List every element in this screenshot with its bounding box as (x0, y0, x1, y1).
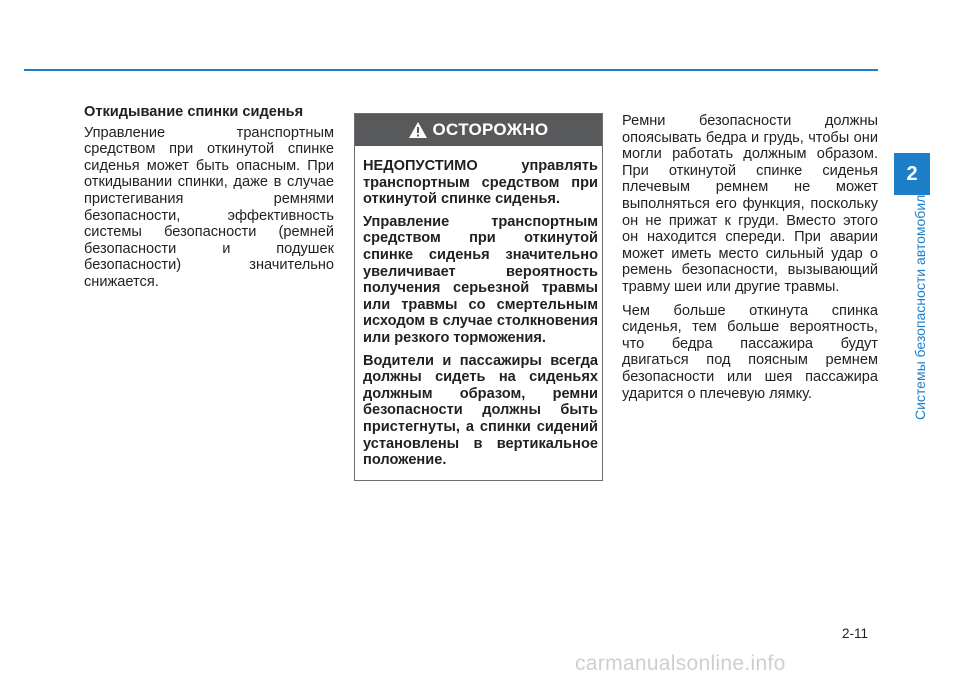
watermark: carmanualsonline.info (575, 652, 786, 675)
section-number: 2 (906, 162, 918, 185)
page-number: 2-11 (842, 626, 869, 641)
left-column (84, 104, 334, 298)
top-rule (24, 69, 878, 71)
warning-box (354, 113, 603, 481)
warning-paragraph: Водители и пассажиры всегда должны сидеть на сиденьях должным образом, ремни безопасности должны быть пристегнуты, а спинки сидений установлены в вертикальное положение. (363, 352, 598, 469)
warning-header (355, 114, 602, 146)
left-body-paragraph: Управление транспортным средством при откинутой спинке сиденья может быть опасным. При откидывании спинки, даже в случае пристегивания ремнями безопасности, эффективность системы безопасности (ремней безопасности и подушек безопасности) значительно снижается. (84, 124, 334, 290)
warning-title: ОСТОРОЖНО (432, 120, 549, 139)
warning-paragraph: Управление транспортным средством при откинутой спинке сиденья значительно увеличивает вероятность получения серьезной травмы или травмы со смертельным исходом в случае столкновения или резкого торможения. (363, 213, 598, 346)
right-body-paragraph: Ремни безопасности должны опоясывать бедра и грудь, чтобы они могли работать должным образом. При откинутой спинке сиденья плечевым ремнем не может выполняться его функция, поскольку он не прижат к груди. Вместо этого он находится спереди. При аварии может иметь место сильный удар о ремень безопасности, вызывающий травму шеи или другие травмы. (622, 113, 878, 295)
section-heading: Откидывание спинки сиденья (84, 104, 304, 120)
chapter-side-title: Системы безопасности автомобиля (912, 187, 928, 420)
warning-body (355, 146, 602, 469)
warning-triangle-icon (409, 122, 427, 138)
warning-paragraph: НЕДОПУСТИМО управлять транспортным средством при откинутой спинке сиденья. (363, 158, 598, 208)
right-body-paragraph: Чем больше откинута спинка сиденья, тем больше вероятность, что бедра пассажира будут двигаться под поясным ремнем безопасности или шея пассажира ударится о плечевую лямку. (622, 302, 878, 402)
right-column (622, 113, 878, 409)
